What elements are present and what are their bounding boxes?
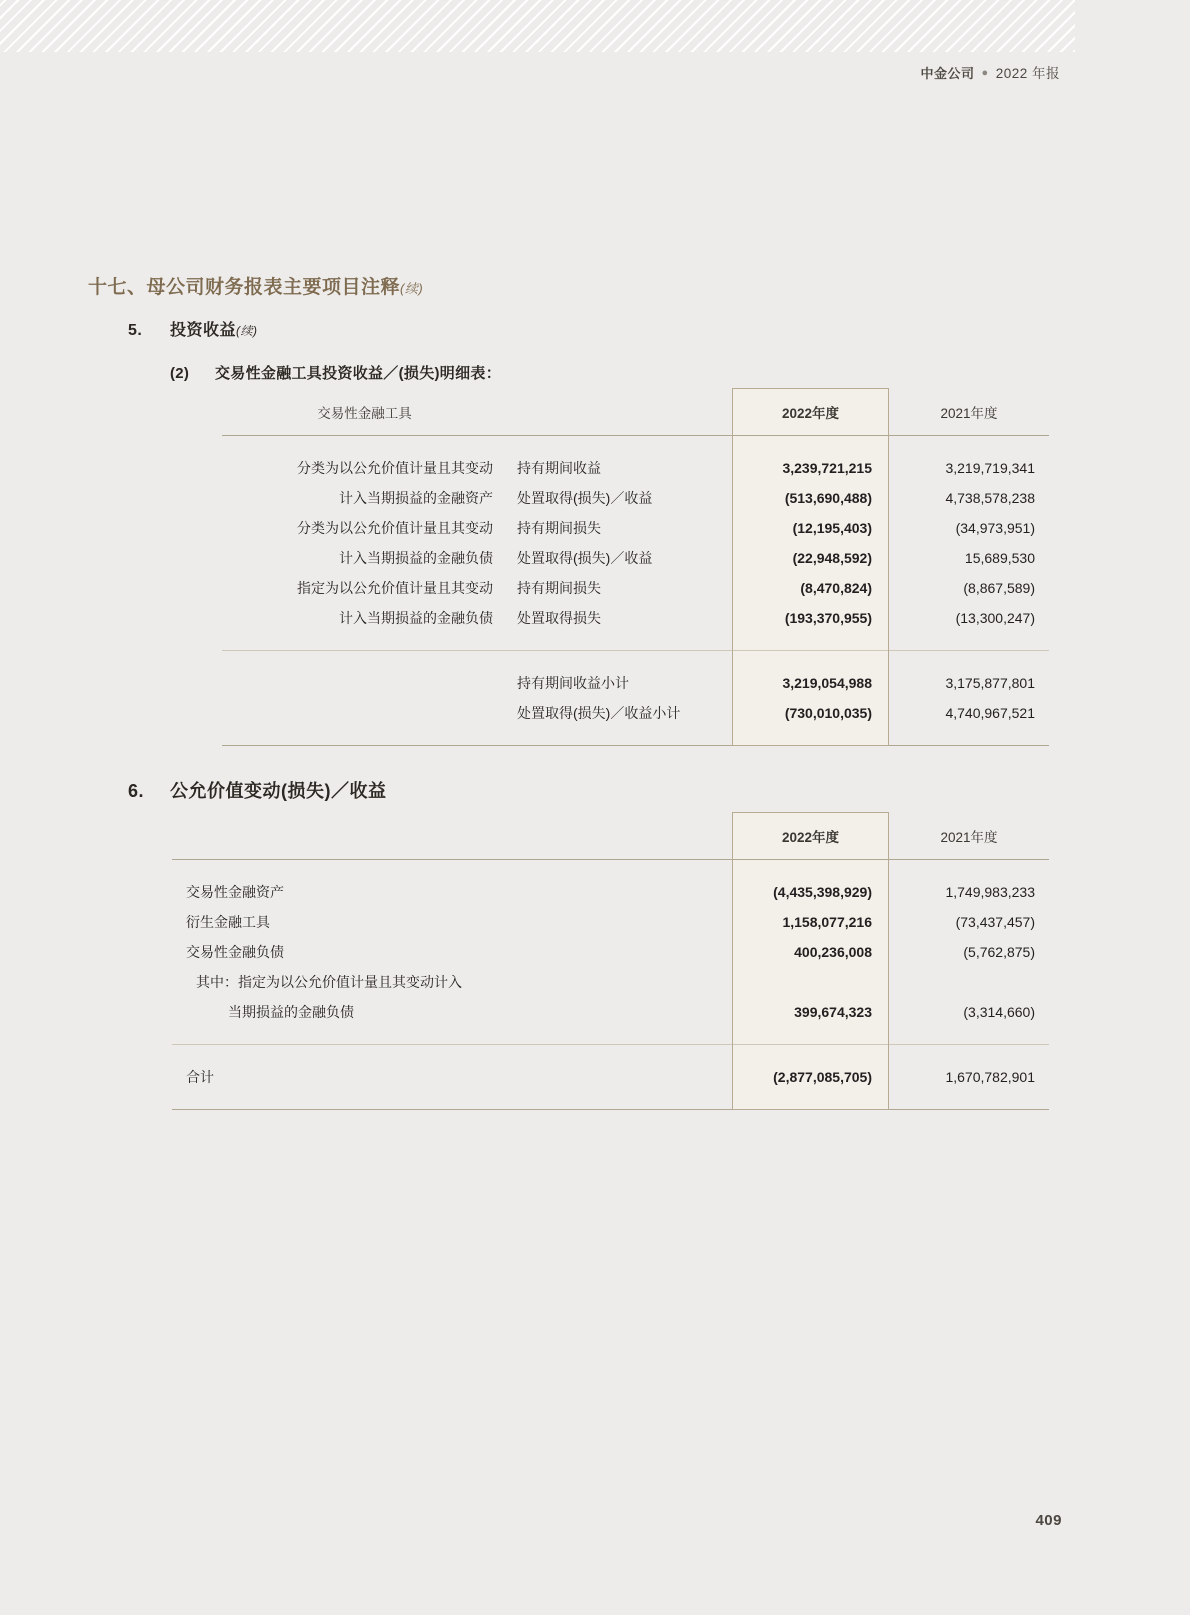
- table1-header-2022: 2022年度: [733, 389, 889, 436]
- item-5-2-heading: [170, 362, 501, 383]
- table1-row2-2021: (34,973,951): [955, 520, 1035, 536]
- table1-row5-2021: (13,300,247): [955, 610, 1035, 626]
- table2-header-2022: 2022年度: [733, 813, 889, 860]
- table1-header-row: [222, 389, 1049, 436]
- table2-header-blank: [172, 813, 733, 860]
- table1-row3-2021: 15,689,530: [964, 550, 1035, 566]
- table1-row2-2022: (12,195,403): [733, 513, 889, 543]
- section-heading-text: 十七、母公司财务报表主要项目注释: [88, 277, 401, 298]
- table2-row3-2022: [733, 967, 889, 997]
- table1-row0-2021: 3,219,719,341: [945, 460, 1035, 476]
- table-row: [222, 483, 1049, 513]
- table2-total0-label: 合计: [186, 1069, 214, 1085]
- table-row-total: [172, 1062, 1049, 1092]
- header-company: 中金公司: [920, 66, 975, 81]
- table1-row2-label: 分类为以公允价值计量且其变动: [297, 520, 493, 536]
- table1-row4-label: 指定为以公允价值计量且其变动: [297, 580, 493, 596]
- table1-header-instrument: 交易性金融工具: [317, 405, 412, 421]
- table2-spacer-mid: [172, 1027, 1049, 1045]
- table1-header-2021: 2021年度: [940, 405, 998, 421]
- table-row-total: [222, 668, 1049, 698]
- table1-row0-label: 分类为以公允价值计量且其变动: [297, 460, 493, 476]
- table1-row0-desc: 持有期间收益: [517, 460, 601, 476]
- table2-rule-bottom: [172, 1110, 1049, 1111]
- table2-row1-2021: (73,437,457): [955, 914, 1035, 930]
- page-header: [921, 62, 1060, 82]
- item-5-2-number: (2): [170, 365, 190, 382]
- table1-row4-desc: 持有期间损失: [517, 580, 601, 596]
- table1-total0-desc: 持有期间收益小计: [517, 675, 629, 691]
- table2-row2-2022: 400,236,008: [733, 937, 889, 967]
- table2-row2-2021: (5,762,875): [963, 944, 1035, 960]
- table1-row5-desc: 处置取得损失: [517, 610, 601, 626]
- table-row: [172, 907, 1049, 937]
- table-fair-value-change: [172, 812, 1049, 1110]
- table2-total0-2021: 1,670,782,901: [945, 1069, 1035, 1085]
- header-report: 2022 年报: [995, 66, 1060, 81]
- table1-row1-2021: 4,738,578,238: [945, 490, 1035, 506]
- table1-rule-bottom: [222, 746, 1049, 747]
- table2-row0-label: 交易性金融资产: [186, 884, 284, 900]
- table1-row1-2022: (513,690,488): [733, 483, 889, 513]
- item-5-title: 投资收益: [170, 322, 237, 339]
- table1-total1-2021: 4,740,967,521: [945, 705, 1035, 721]
- table1-spacer-bottom: [222, 728, 1049, 746]
- table-fair-value-change-wrap: [172, 812, 1049, 1110]
- section-heading: [88, 272, 423, 299]
- table1-row3-desc: 处置取得(损失)／收益: [517, 550, 653, 566]
- item-5-suffix: (续): [236, 324, 258, 338]
- table1-header-blank: [507, 389, 733, 436]
- table2-header-2021: 2021年度: [940, 829, 998, 845]
- table1-spacer-mid: [222, 633, 1049, 651]
- table1-total1-2022: (730,010,035): [733, 698, 889, 728]
- table1-row5-2022: (193,370,955): [733, 603, 889, 633]
- table1-row3-2022: (22,948,592): [733, 543, 889, 573]
- table1-row2-desc: 持有期间损失: [517, 520, 601, 536]
- table1-row4-2021: (8,867,589): [963, 580, 1035, 596]
- table2-total0-2022: (2,877,085,705): [733, 1062, 889, 1092]
- table2-row1-2022: 1,158,077,216: [733, 907, 889, 937]
- table-row: [222, 603, 1049, 633]
- item-6-heading: [128, 777, 387, 803]
- section-heading-suffix: (续): [400, 281, 424, 296]
- table1-row0-2022: 3,239,721,215: [733, 453, 889, 483]
- table2-spacer-mid2: [172, 1045, 1049, 1062]
- table1-row1-label: 计入当期损益的金融资产: [339, 490, 493, 506]
- table2-row4-label: 当期损益的金融负债: [228, 1004, 354, 1020]
- table1-spacer-top: [222, 436, 1049, 453]
- table-row-total: [222, 698, 1049, 728]
- table-row: [222, 543, 1049, 573]
- table2-spacer-bottom: [172, 1092, 1049, 1110]
- table1-row5-label: 计入当期损益的金融负债: [339, 610, 493, 626]
- table1-spacer-mid2: [222, 651, 1049, 668]
- table-row: [172, 967, 1049, 997]
- table1-total0-label: [222, 668, 507, 698]
- table2-spacer-top: [172, 860, 1049, 877]
- table-row: [222, 573, 1049, 603]
- item-5-heading: [128, 317, 258, 340]
- table2-row0-2022: (4,435,398,929): [733, 877, 889, 907]
- table-row: [172, 997, 1049, 1027]
- table1-row3-label: 计入当期损益的金融负债: [339, 550, 493, 566]
- item-5-2-title: 交易性金融工具投资收益／(损失)明细表：: [215, 365, 501, 382]
- header-separator: ●: [981, 67, 989, 79]
- table2-row1-label: 衍生金融工具: [186, 914, 270, 930]
- table2-row0-2021: 1,749,983,233: [945, 884, 1035, 900]
- table1-row4-2022: (8,470,824): [733, 573, 889, 603]
- table2-row4-2022: 399,674,323: [733, 997, 889, 1027]
- table1-row1-desc: 处置取得(损失)／收益: [517, 490, 653, 506]
- table-trading-financial-instruments: [222, 388, 1049, 746]
- table-row: [222, 513, 1049, 543]
- decorative-hatch-band: [0, 0, 1075, 52]
- table1-total0-2022: 3,219,054,988: [733, 668, 889, 698]
- item-5-number: 5.: [128, 322, 143, 339]
- table2-row3-2021: [889, 967, 1050, 997]
- table-trading-financial-instruments-wrap: [222, 388, 1049, 746]
- table2-row3-label: 其中：指定为以公允价值计量且其变动计入: [196, 974, 462, 990]
- page-number: 409: [1035, 1512, 1062, 1529]
- table2-row4-2021: (3,314,660): [963, 1004, 1035, 1020]
- table2-header-row: [172, 813, 1049, 860]
- item-6-title: 公允价值变动(损失)／收益: [170, 781, 387, 801]
- item-6-number: 6.: [128, 781, 145, 801]
- table-row: [222, 453, 1049, 483]
- table2-row2-label: 交易性金融负债: [186, 944, 284, 960]
- table1-total1-desc: 处置取得(损失)／收益小计: [517, 705, 681, 721]
- table1-total1-label: [222, 698, 507, 728]
- table1-total0-2021: 3,175,877,801: [945, 675, 1035, 691]
- table-row: [172, 937, 1049, 967]
- table-row: [172, 877, 1049, 907]
